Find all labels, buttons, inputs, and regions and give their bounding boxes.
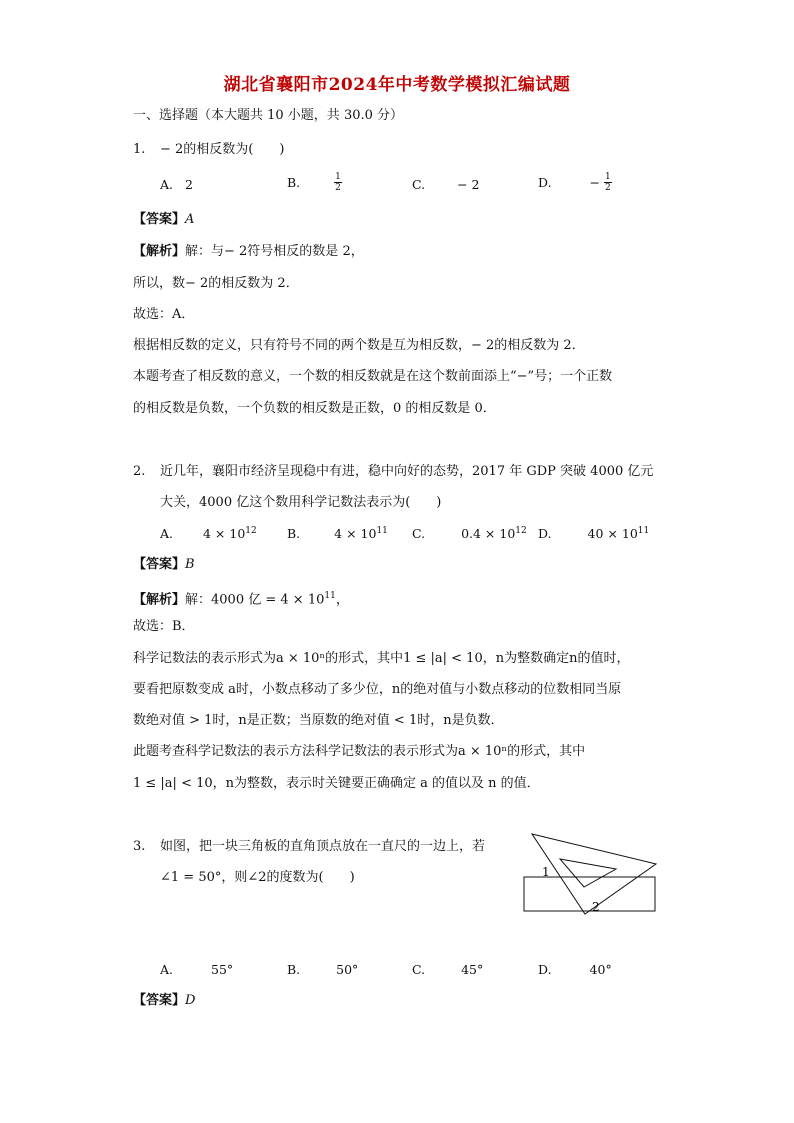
- q3-option-d-value: 40°: [589, 962, 612, 977]
- q2-stem-line-1: 近几年，襄阳市经济呈现稳中有进，稳中向好的态势，2017 年 GDP 突破 4000 亿元: [160, 464, 654, 479]
- q2-analysis-line-7: 1 ≤ |a| < 10，n为整数，表示时关键要正确确定 a 的值以及 n 的值．: [133, 776, 540, 791]
- q1-option-c-value: − 2: [457, 177, 480, 192]
- q2-option-b-label: B.: [287, 526, 301, 542]
- q3-option-d-label: D.: [538, 962, 552, 977]
- triangle-inner-shape: [560, 859, 616, 887]
- q2-option-b-base: 4 × 10: [334, 526, 377, 542]
- q1-option-b: [287, 172, 342, 193]
- q3-option-b: [287, 962, 358, 977]
- q2-answer: [133, 556, 195, 574]
- q2-option-d-label: D.: [538, 526, 552, 542]
- q1-option-a: [160, 177, 193, 192]
- answer-value: D: [185, 993, 196, 1008]
- q3-option-b-label: B.: [287, 962, 301, 977]
- answer-tag: 【答案】: [133, 993, 186, 1008]
- q3-answer: [133, 992, 195, 1010]
- q3-option-c-label: C.: [412, 962, 426, 977]
- q3-stem-line-1: 如图，把一块三角板的直角顶点放在一直尺的一边上，若: [160, 839, 486, 854]
- q2-option-b: [287, 526, 388, 541]
- q3-option-b-value: 50°: [336, 962, 359, 977]
- q2-analysis-line-1: [133, 587, 349, 609]
- analysis-tail: ，: [335, 592, 349, 608]
- q2-option-a-base: 4 × 10: [203, 526, 246, 542]
- q1-option-c-label: C.: [412, 177, 426, 192]
- fraction-denominator: 2: [605, 183, 611, 193]
- q1-analysis-line-1: [133, 243, 364, 261]
- fraction-denominator: 2: [335, 183, 341, 193]
- q2-option-d-exponent: 11: [637, 526, 650, 536]
- q1-option-a-value: 2: [185, 177, 193, 192]
- q3-stem-line-2: ∠1 = 50°，则∠2的度数为( ): [160, 870, 355, 885]
- q3-number: 3.: [133, 839, 146, 854]
- q2-option-a-label: A.: [160, 526, 174, 542]
- q1-option-b-label: B.: [287, 175, 301, 190]
- analysis-tag: 【解析】: [133, 244, 186, 259]
- q2-option-c-exponent: 12: [515, 526, 527, 536]
- q3-option-c-value: 45°: [461, 962, 484, 977]
- document-title: 湖北省襄阳市2024年中考数学模拟汇编试题: [223, 75, 571, 95]
- answer-tag: 【答案】: [133, 557, 186, 572]
- angle-label-2: 2: [592, 900, 600, 914]
- q2-number: 2.: [133, 464, 146, 479]
- answer-tag: 【答案】: [133, 212, 186, 227]
- q2-analysis-line-3: 科学记数法的表示形式为a × 10ⁿ的形式，其中1 ≤ |a| < 10，n为整数确定n的值时，: [133, 651, 630, 666]
- answer-value: A: [185, 212, 195, 227]
- q1-analysis-line-4: 根据相反数的定义，只有符号不同的两个数是互为相反数，− 2的相反数为 2．: [133, 338, 585, 353]
- q2-option-c-base: 0.4 × 10: [461, 526, 516, 542]
- q1-analysis-line-6: 的相反数是负数，一个负数的相反数是正数，0 的相反数是 0．: [133, 401, 496, 416]
- q3-option-d: [538, 962, 612, 977]
- fraction-numerator: 1: [605, 172, 611, 182]
- angle-label-1: 1: [542, 865, 550, 879]
- q2-option-d: [538, 526, 649, 541]
- q2-analysis-line-4: 要看把原数变成 a时，小数点移动了多少位，n的绝对值与小数点移动的位数相同当原: [133, 682, 622, 697]
- q1-option-d: [538, 172, 612, 193]
- q3-option-a-value: 55°: [211, 962, 234, 977]
- section-header: 一、选择题（本大题共 10 小题，共 30.0 分）: [133, 108, 404, 123]
- q1-option-c: [412, 177, 479, 192]
- analysis-exponent: 11: [324, 591, 336, 601]
- q1-option-d-fraction: [604, 172, 612, 193]
- q1-analysis-line-3: 故选：A．: [133, 307, 195, 322]
- q2-option-a: [160, 526, 257, 541]
- q1-stem: − 2的相反数为( ): [160, 142, 285, 157]
- analysis-tag: 【解析】: [133, 592, 186, 608]
- q1-number: 1.: [133, 142, 146, 157]
- analysis-text: 解：4000 亿 = 4 × 10: [185, 592, 325, 608]
- q2-option-c: [412, 526, 527, 541]
- q2-analysis-line-5: 数绝对值 > 1时，n是正数；当原数的绝对值 < 1时，n是负数．: [133, 713, 504, 728]
- q1-analysis-line-5: 本题考查了相反数的意义，一个数的相反数就是在这个数前面添上“−”号；一个正数: [133, 369, 613, 384]
- q1-answer: [133, 211, 194, 229]
- q1-option-a-label: A.: [160, 177, 174, 192]
- q2-analysis-line-6: 此题考查科学记数法的表示方法科学记数法的表示形式为a × 10ⁿ的形式，其中: [133, 744, 586, 759]
- q1-option-d-sign: −: [589, 175, 601, 190]
- q2-option-c-label: C.: [412, 526, 426, 542]
- q2-option-a-exponent: 12: [245, 526, 257, 536]
- fraction-numerator: 1: [335, 172, 341, 182]
- answer-value: B: [185, 557, 195, 572]
- analysis-text: 解：与− 2符号相反的数是 2，: [185, 244, 364, 259]
- q3-option-c: [412, 962, 483, 977]
- q2-option-d-base: 40 × 10: [587, 526, 638, 542]
- q3-option-a: [160, 962, 233, 977]
- q3-triangle-ruler-figure: [520, 832, 660, 917]
- q3-option-a-label: A.: [160, 962, 174, 977]
- ruler-shape: [524, 877, 655, 911]
- q2-option-b-exponent: 11: [376, 526, 388, 536]
- q2-analysis-line-2: 故选：B．: [133, 619, 195, 634]
- q1-analysis-line-2: 所以，数− 2的相反数为 2．: [133, 276, 299, 291]
- q1-option-d-label: D.: [538, 175, 552, 190]
- q1-option-b-fraction: [334, 172, 342, 193]
- q2-stem-line-2: 大关，4000 亿这个数用科学记数法表示为( ): [160, 495, 442, 510]
